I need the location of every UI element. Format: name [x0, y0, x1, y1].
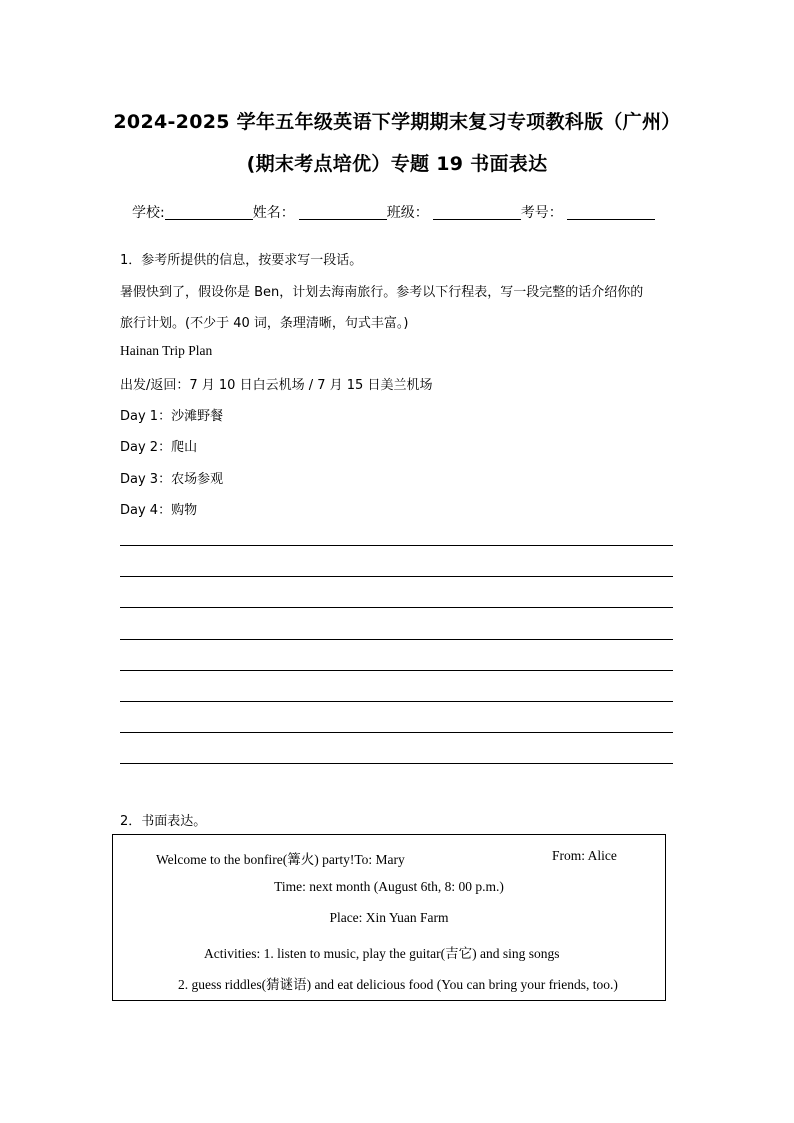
writing-line[interactable] — [120, 576, 673, 577]
number-label: 考号： — [520, 205, 563, 221]
notice-activities-1: Activities: 1. listen to music, play the guitar(吉它) and sing songs — [204, 946, 560, 961]
notice-from: From: Alice — [552, 848, 617, 863]
school-blank[interactable] — [165, 205, 253, 220]
school-label: 学校: — [132, 205, 165, 221]
q1-prompt: 1．参考所提供的信息，按要求写一段话。 — [120, 253, 363, 268]
name-blank[interactable] — [299, 205, 387, 220]
plan-title: Hainan Trip Plan — [120, 343, 213, 358]
class-label: 班级： — [386, 205, 429, 221]
student-info-row — [132, 202, 655, 222]
number-blank[interactable] — [567, 205, 655, 220]
notice-time: Time: next month (August 6th, 8: 00 p.m.) — [274, 879, 504, 894]
writing-line[interactable] — [120, 545, 673, 546]
plan-day-3: Day 3：农场参观 — [120, 472, 224, 487]
writing-line[interactable] — [120, 607, 673, 608]
plan-day-1: Day 1：沙滩野餐 — [120, 409, 224, 424]
q1-body-line-2: 旅行计划。(不少于 40 词，条理清晰，句式丰富。) — [120, 316, 409, 331]
depart-return: 出发/返回：7 月 10 日白云机场 / 7 月 15 日美兰机场 — [120, 378, 433, 393]
writing-line[interactable] — [120, 763, 673, 764]
class-blank[interactable] — [433, 205, 521, 220]
writing-line[interactable] — [120, 701, 673, 702]
invitation-notice-box — [112, 834, 666, 1001]
q1-body-line-1: 暑假快到了，假设你是 Ben，计划去海南旅行。参考以下行程表，写一段完整的话介绍你的 — [120, 285, 644, 300]
writing-line[interactable] — [120, 670, 673, 671]
page-title-line-2: (期末考点培优）专题 19 书面表达 — [246, 153, 548, 175]
name-label: 姓名： — [252, 205, 295, 221]
writing-line[interactable] — [120, 732, 673, 733]
notice-activities-2: 2. guess riddles(猜谜语) and eat delicious food (You can bring your friends, too.) — [178, 977, 618, 992]
q2-prompt: 2．书面表达。 — [120, 814, 207, 829]
page-title-line-1: 2024-2025 学年五年级英语下学期期末复习专项教科版（广州） — [113, 111, 681, 133]
plan-day-2: Day 2：爬山 — [120, 440, 198, 455]
notice-place: Place: Xin Yuan Farm — [329, 910, 449, 925]
plan-day-4: Day 4：购物 — [120, 503, 198, 518]
notice-welcome: Welcome to the bonfire(篝火) party!To: Mary — [156, 852, 405, 867]
writing-line[interactable] — [120, 639, 673, 640]
